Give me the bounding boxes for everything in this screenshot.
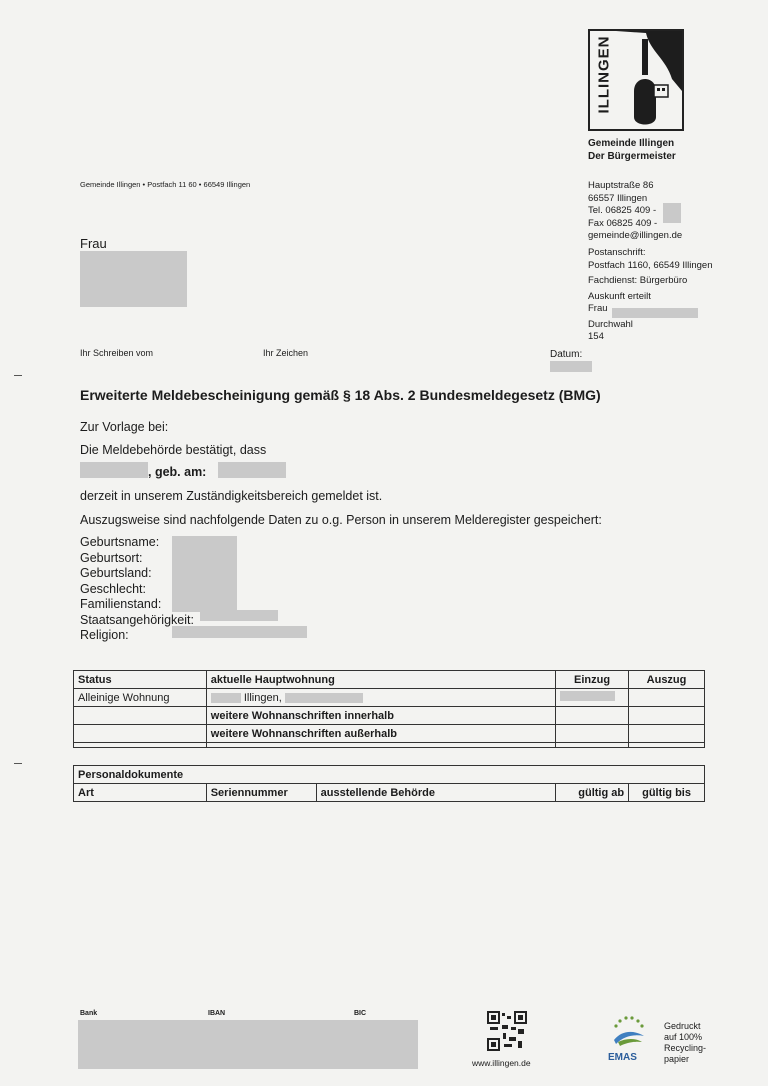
field-staatsangehoerigkeit: Staatsangehörigkeit: bbox=[80, 612, 194, 627]
redacted-street bbox=[285, 693, 363, 703]
redacted-clerk bbox=[612, 308, 698, 318]
contact-frau: Frau bbox=[588, 303, 608, 314]
ref-your-letter: Ihr Schreiben vom bbox=[80, 348, 154, 358]
footer-bic-label: BIC bbox=[354, 1010, 367, 1017]
fold-mark bbox=[14, 375, 22, 376]
cell-address-city: Illingen, bbox=[243, 691, 282, 704]
redacted-bank-details bbox=[78, 1020, 418, 1069]
ref-your-ref: Ihr Zeichen bbox=[263, 348, 309, 358]
header-auszug: Auszug bbox=[629, 671, 705, 689]
contact-post-label: Postanschrift: bbox=[588, 247, 646, 258]
footer-iban-label: IBAN bbox=[208, 1010, 226, 1017]
table-header-row bbox=[74, 671, 705, 689]
redacted-nationality bbox=[200, 610, 278, 621]
contact-fax: Fax 06825 409 - bbox=[588, 217, 658, 229]
field-religion: Religion: bbox=[80, 628, 129, 642]
table-row bbox=[74, 725, 705, 743]
field-geschlecht: Geschlecht: bbox=[80, 581, 147, 596]
redacted-address-part bbox=[211, 693, 241, 703]
table-row bbox=[74, 707, 705, 725]
body-geb: , geb. am: bbox=[148, 465, 207, 479]
docs-header-gueltig-bis: gültig bis bbox=[629, 784, 705, 802]
qr-code-icon bbox=[487, 1011, 527, 1051]
document-heading: Erweiterte Meldebescheinigung gemäß § 18 Abs. 2 Bundesmeldegesetz (BMG) bbox=[80, 387, 601, 403]
authority-line2: Der Bürgermeister bbox=[588, 150, 676, 162]
authority-name bbox=[588, 138, 676, 163]
body-gemeldet: derzeit in unserem Zuständigkeitsbereich gemeldet ist. bbox=[80, 489, 383, 503]
recycling-line3: Recycling- bbox=[664, 1043, 707, 1053]
field-geburtsland: Geburtsland: bbox=[80, 566, 152, 580]
church-tower-icon bbox=[616, 31, 682, 129]
redacted-phone bbox=[663, 203, 681, 223]
recycling-line1: Gedruckt bbox=[664, 1021, 701, 1031]
ref-date-label: Datum: bbox=[550, 349, 583, 360]
contact-street: Hauptstraße 86 bbox=[588, 180, 654, 191]
recycling-line4: papier bbox=[664, 1054, 690, 1064]
footer-recycling bbox=[664, 1021, 706, 1065]
body-auszug: Auszugsweise sind nachfolgende Daten zu o.g. Person in unserem Melderegister gespeichert: bbox=[80, 513, 602, 527]
contact-durchwahl-value: 154 bbox=[588, 331, 604, 342]
contact-info: Auskunft erteilt bbox=[588, 290, 651, 302]
docs-header-behoerde: ausstellende Behörde bbox=[316, 784, 556, 802]
cell-einzug-value bbox=[556, 689, 629, 707]
emas-logo-icon bbox=[604, 1012, 652, 1052]
docs-header-art: Art bbox=[74, 784, 207, 802]
contact-tel: Tel. 06825 409 - bbox=[588, 205, 657, 216]
table-row bbox=[74, 689, 705, 707]
postal-block bbox=[588, 247, 712, 344]
body-bestaetigt: Die Meldebehörde bestätigt, dass bbox=[80, 443, 267, 457]
contact-durchwahl-label: Durchwahl bbox=[588, 318, 633, 330]
docs-header-gueltig-ab: gültig ab bbox=[556, 784, 629, 802]
footer-bank-label: Bank bbox=[80, 1010, 98, 1017]
header-einzug: Einzug bbox=[556, 671, 629, 689]
redacted-einzug bbox=[560, 691, 615, 701]
body-zur-vorlage: Zur Vorlage bei: bbox=[80, 420, 169, 434]
fold-mark bbox=[14, 763, 22, 764]
contact-email: gemeinde@illingen.de bbox=[588, 230, 683, 241]
redacted-religion bbox=[172, 626, 307, 638]
logo-text: ILLINGEN bbox=[595, 35, 613, 114]
table-row bbox=[74, 743, 705, 748]
cell-innerhalb: weitere Wohnanschriften innerhalb bbox=[206, 707, 555, 725]
cell-auszug-value bbox=[629, 689, 705, 707]
field-familienstand: Familienstand: bbox=[80, 597, 162, 611]
redacted-address bbox=[80, 251, 187, 307]
field-geburtsort: Geburtsort: bbox=[80, 550, 143, 565]
redacted-name bbox=[80, 462, 148, 478]
recycling-line2: auf 100% bbox=[664, 1032, 703, 1042]
docs-title: Personaldokumente bbox=[74, 766, 705, 784]
documents-table bbox=[73, 765, 705, 802]
recipient-salutation: Frau bbox=[80, 236, 107, 251]
contact-post-value: Postfach 1160, 66549 Illingen bbox=[588, 259, 713, 271]
contact-dept: Fachdienst: Bürgerbüro bbox=[588, 275, 688, 286]
footer-website: www.illingen.de bbox=[472, 1058, 531, 1068]
redacted-date bbox=[550, 361, 592, 372]
redacted-field-values bbox=[172, 536, 237, 612]
header-hauptwohnung: aktuelle Hauptwohnung bbox=[206, 671, 555, 689]
illingen-logo bbox=[588, 29, 684, 131]
cell-address bbox=[206, 689, 555, 707]
field-geburtsname: Geburtsname: bbox=[80, 535, 160, 549]
cell-ausserhalb: weitere Wohnanschriften außerhalb bbox=[206, 725, 555, 743]
residence-table bbox=[73, 670, 705, 748]
sender-line: Gemeinde Illingen • Postfach 11 60 • 66549 Illingen bbox=[80, 180, 251, 189]
table-header-row bbox=[74, 784, 705, 802]
authority-line1: Gemeinde Illingen bbox=[588, 138, 675, 149]
cell-status-value: Alleinige Wohnung bbox=[74, 689, 207, 707]
contact-city: 66557 Illingen bbox=[588, 192, 648, 204]
redacted-birthdate bbox=[218, 462, 286, 478]
docs-header-seriennummer: Seriennummer bbox=[206, 784, 316, 802]
footer-emas: EMAS bbox=[608, 1052, 637, 1063]
header-status: Status bbox=[74, 671, 207, 689]
